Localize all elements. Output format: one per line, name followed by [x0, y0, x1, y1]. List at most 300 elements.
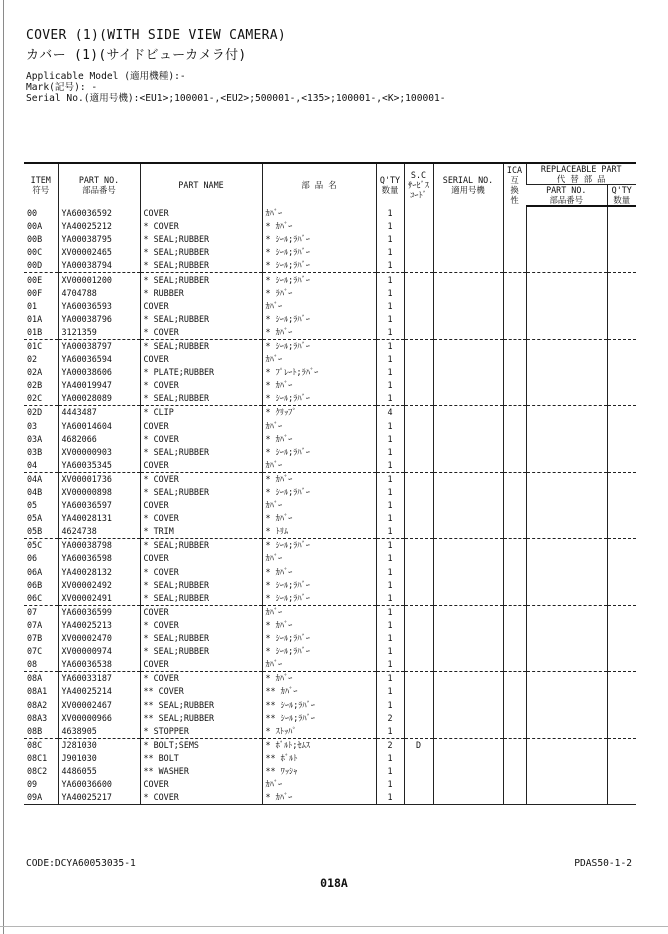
service-code-cell — [404, 778, 433, 791]
table-row — [24, 392, 636, 406]
serial-no-cell — [433, 326, 503, 340]
part-name-cell: * CLIP — [140, 406, 262, 420]
col-item: ITEM 符号 — [24, 163, 58, 206]
rp-part-no-cell — [526, 220, 607, 233]
qty-cell: 1 — [376, 725, 404, 739]
rp-part-no-cell — [526, 752, 607, 765]
rp-qty-cell — [607, 698, 636, 711]
part-name-cell: * SEAL;RUBBER — [140, 313, 262, 326]
item-cell: 08A2 — [27, 699, 48, 710]
table-row — [24, 738, 636, 752]
col-replaceable-part: REPLACEABLE PART 代 替 部 品 — [526, 163, 636, 185]
part-no-cell: XV00001736 — [58, 472, 140, 486]
table-row — [24, 552, 636, 565]
rp-qty-cell — [607, 552, 636, 565]
qty-cell: 1 — [376, 472, 404, 486]
col-serial-no: SERIAL NO. 適用号機 — [433, 163, 503, 206]
rp-part-no-cell — [526, 632, 607, 645]
rp-part-no-cell — [526, 353, 607, 366]
part-no-cell: XV00000974 — [58, 645, 140, 658]
part-name-cell: * COVER — [140, 326, 262, 340]
item-cell: 09 — [27, 779, 38, 790]
part-name-jp-cell: * ｶﾊﾞｰ — [262, 326, 376, 340]
serial-no-cell — [433, 206, 503, 220]
ica-cell — [503, 525, 526, 539]
item-cell: 08B — [27, 725, 43, 736]
rp-qty-cell — [607, 433, 636, 446]
serial-no-cell — [433, 566, 503, 579]
serial-no-cell — [433, 592, 503, 606]
qty-cell: 1 — [376, 273, 404, 287]
qty-cell: 1 — [376, 486, 404, 499]
rp-qty-cell — [607, 765, 636, 778]
rp-qty-cell — [607, 420, 636, 433]
item-cell: 00C — [27, 247, 43, 258]
table-row — [24, 339, 636, 353]
mark-line: Mark(記号): - — [26, 82, 98, 93]
serial-no-cell — [433, 287, 503, 300]
service-code-cell — [404, 579, 433, 592]
rp-qty-cell — [607, 446, 636, 459]
item-cell: 06B — [27, 579, 43, 590]
table-row — [24, 566, 636, 579]
service-code-cell — [404, 206, 433, 220]
ica-cell — [503, 486, 526, 499]
item-cell: 07B — [27, 633, 43, 644]
part-name-jp-cell: * ｼｰﾙ;ﾗﾊﾞｰ — [262, 446, 376, 459]
serial-no-cell — [433, 353, 503, 366]
service-code-cell — [404, 512, 433, 525]
rp-part-no-cell — [526, 619, 607, 632]
part-name-jp-cell: ** ｶﾊﾞｰ — [262, 685, 376, 698]
rp-qty-cell — [607, 725, 636, 739]
service-code-cell — [404, 246, 433, 259]
serial-no-cell — [433, 752, 503, 765]
part-name-cell: ** SEAL;RUBBER — [140, 712, 262, 725]
part-no-cell: YA00038796 — [58, 313, 140, 326]
part-no-cell: YA00028089 — [58, 392, 140, 406]
table-row — [24, 791, 636, 805]
table-row — [24, 632, 636, 645]
service-code-cell — [404, 566, 433, 579]
ica-cell — [503, 605, 526, 619]
rp-part-no-cell — [526, 539, 607, 553]
serial-no-cell — [433, 486, 503, 499]
rp-qty-cell — [607, 645, 636, 658]
rp-qty-cell — [607, 672, 636, 686]
qty-cell: 1 — [376, 287, 404, 300]
serial-no-cell — [433, 632, 503, 645]
part-name-jp-cell: * ｶﾊﾞｰ — [262, 220, 376, 233]
service-code-cell — [404, 752, 433, 765]
serial-no-cell — [433, 313, 503, 326]
service-code-cell — [404, 353, 433, 366]
service-code-cell — [404, 605, 433, 619]
ica-cell — [503, 433, 526, 446]
service-code-cell — [404, 525, 433, 539]
part-no-cell: YA60036597 — [58, 499, 140, 512]
table-row — [24, 246, 636, 259]
serial-no-cell — [433, 685, 503, 698]
part-name-cell: ** COVER — [140, 685, 262, 698]
qty-cell: 1 — [376, 313, 404, 326]
part-name-jp-cell: * ﾗﾊﾞｰ — [262, 287, 376, 300]
table-row — [24, 300, 636, 313]
part-no-cell: XV00000966 — [58, 712, 140, 725]
col-service-code: S.C ｻｰﾋﾞｽ ｺｰﾄﾞ — [404, 163, 433, 206]
ica-cell — [503, 738, 526, 752]
qty-cell: 1 — [376, 259, 404, 273]
ica-cell — [503, 619, 526, 632]
part-name-cell: COVER — [140, 778, 262, 791]
rp-qty-cell — [607, 738, 636, 752]
table-row — [24, 619, 636, 632]
item-cell: 01C — [24, 339, 58, 353]
table-row — [24, 658, 636, 672]
table-row — [24, 259, 636, 273]
serial-no-cell — [433, 246, 503, 259]
part-name-jp-cell: * ｶﾊﾞｰ — [262, 379, 376, 392]
service-code-cell — [404, 220, 433, 233]
rp-part-no-cell — [526, 339, 607, 353]
item-cell: 01 — [27, 300, 38, 311]
part-name-cell: * STOPPER — [140, 725, 262, 739]
table-row — [24, 778, 636, 791]
qty-cell: 1 — [376, 206, 404, 220]
table-row — [24, 206, 636, 220]
rp-part-no-cell — [526, 379, 607, 392]
rp-qty-cell — [607, 605, 636, 619]
serial-no-cell — [433, 738, 503, 752]
part-name-jp-cell: * ｼｰﾙ;ﾗﾊﾞｰ — [262, 632, 376, 645]
qty-cell: 1 — [376, 326, 404, 340]
part-no-cell: YA40025213 — [58, 619, 140, 632]
ica-cell — [503, 313, 526, 326]
rp-part-no-cell — [526, 725, 607, 739]
qty-cell: 1 — [376, 552, 404, 565]
table-row — [24, 446, 636, 459]
ica-cell — [503, 672, 526, 686]
ica-cell — [503, 353, 526, 366]
service-code-cell — [404, 725, 433, 739]
rp-qty-cell — [607, 592, 636, 606]
part-name-cell: * COVER — [140, 566, 262, 579]
table-row — [24, 379, 636, 392]
item-cell: 06 — [27, 553, 38, 564]
rp-qty-cell — [607, 632, 636, 645]
rp-part-no-cell — [526, 459, 607, 473]
qty-cell: 1 — [376, 420, 404, 433]
rp-part-no-cell — [526, 566, 607, 579]
item-cell: 03A — [27, 433, 43, 444]
rp-qty-cell — [607, 313, 636, 326]
item-cell: 01B — [27, 326, 43, 337]
part-name-jp-cell: ｶﾊﾞｰ — [262, 499, 376, 512]
ica-cell — [503, 287, 526, 300]
part-name-jp-cell: * ｶﾊﾞｰ — [262, 619, 376, 632]
item-cell: 08C2 — [27, 765, 48, 776]
table-row — [24, 326, 636, 340]
qty-cell: 2 — [376, 712, 404, 725]
part-no-cell: YA00038606 — [58, 366, 140, 379]
qty-cell: 1 — [376, 525, 404, 539]
item-cell: 05 — [27, 500, 38, 511]
table-row — [24, 765, 636, 778]
ica-cell — [503, 712, 526, 725]
serial-no-cell — [433, 300, 503, 313]
parts-table-body — [24, 206, 636, 805]
ica-cell — [503, 552, 526, 565]
ica-cell — [503, 685, 526, 698]
rp-qty-cell — [607, 685, 636, 698]
part-name-jp-cell: * ｼｰﾙ;ﾗﾊﾞｰ — [262, 486, 376, 499]
service-code-cell — [404, 300, 433, 313]
item-cell: 00A — [27, 221, 43, 232]
item-cell: 06A — [27, 566, 43, 577]
item-cell: 08C — [24, 738, 58, 752]
table-row — [24, 512, 636, 525]
rp-qty-cell — [607, 273, 636, 287]
part-name-cell: ** SEAL;RUBBER — [140, 698, 262, 711]
part-name-cell: * TRIM — [140, 525, 262, 539]
rp-qty-cell — [607, 366, 636, 379]
rp-qty-cell — [607, 752, 636, 765]
part-name-cell: * SEAL;RUBBER — [140, 632, 262, 645]
item-cell: 00F — [27, 287, 43, 298]
part-name-cell: * COVER — [140, 379, 262, 392]
serial-no-cell — [433, 233, 503, 246]
serial-no-cell — [433, 379, 503, 392]
part-name-jp-cell: * ｼｰﾙ;ﾗﾊﾞｰ — [262, 313, 376, 326]
part-name-jp-cell: ｶﾊﾞｰ — [262, 552, 376, 565]
part-no-cell: YA60014604 — [58, 420, 140, 433]
service-code-cell — [404, 392, 433, 406]
part-no-cell: 4624738 — [58, 525, 140, 539]
qty-cell: 1 — [376, 392, 404, 406]
ica-cell — [503, 778, 526, 791]
part-no-cell: YA60036538 — [58, 658, 140, 672]
part-name-jp-cell: * ｶﾊﾞｰ — [262, 512, 376, 525]
item-cell: 05B — [27, 526, 43, 537]
part-name-cell: COVER — [140, 552, 262, 565]
qty-cell: 1 — [376, 605, 404, 619]
item-cell: 02C — [27, 393, 43, 404]
part-name-cell: * COVER — [140, 791, 262, 805]
col-part-name-jp: 部 品 名 — [262, 163, 376, 206]
part-name-jp-cell: * ｶﾊﾞｰ — [262, 791, 376, 805]
table-row — [24, 539, 636, 553]
part-name-jp-cell: * ｶﾊﾞｰ — [262, 472, 376, 486]
part-name-cell: * SEAL;RUBBER — [140, 273, 262, 287]
rp-part-no-cell — [526, 765, 607, 778]
rp-part-no-cell — [526, 420, 607, 433]
rp-part-no-cell — [526, 791, 607, 805]
ica-cell — [503, 512, 526, 525]
part-name-cell: * SEAL;RUBBER — [140, 645, 262, 658]
serial-no-cell — [433, 539, 503, 553]
ica-cell — [503, 326, 526, 340]
part-name-jp-cell: * ｼｰﾙ;ﾗﾊﾞｰ — [262, 539, 376, 553]
item-cell: 02A — [27, 367, 43, 378]
part-no-cell: 4704788 — [58, 287, 140, 300]
part-name-cell: ** WASHER — [140, 765, 262, 778]
service-code-cell — [404, 433, 433, 446]
serial-no-cell — [433, 420, 503, 433]
service-code-cell — [404, 791, 433, 805]
rp-qty-cell — [607, 791, 636, 805]
item-cell: 07C — [27, 646, 43, 657]
part-name-jp-cell: * ｽﾄｯﾊﾟ — [262, 725, 376, 739]
rp-part-no-cell — [526, 645, 607, 658]
part-no-cell: XV00002491 — [58, 592, 140, 606]
qty-cell: 1 — [376, 592, 404, 606]
part-name-cell: * SEAL;RUBBER — [140, 446, 262, 459]
table-row — [24, 672, 636, 686]
rp-part-no-cell — [526, 658, 607, 672]
serial-no-cell — [433, 672, 503, 686]
rp-part-no-cell — [526, 392, 607, 406]
item-cell: 02 — [27, 354, 38, 365]
rp-part-no-cell — [526, 698, 607, 711]
serial-no-cell — [433, 259, 503, 273]
ica-cell — [503, 499, 526, 512]
table-row — [24, 353, 636, 366]
part-no-cell: J901030 — [58, 752, 140, 765]
serial-no-cell — [433, 392, 503, 406]
ica-cell — [503, 566, 526, 579]
rp-part-no-cell — [526, 300, 607, 313]
page-title-en: COVER (1)(WITH SIDE VIEW CAMERA) — [26, 28, 287, 43]
service-code-cell — [404, 472, 433, 486]
table-row — [24, 605, 636, 619]
service-code-cell — [404, 313, 433, 326]
part-name-jp-cell: * ｼｰﾙ;ﾗﾊﾞｰ — [262, 579, 376, 592]
part-name-jp-cell: ** ｼｰﾙ;ﾗﾊﾞｰ — [262, 698, 376, 711]
part-no-cell: XV00001200 — [58, 273, 140, 287]
part-no-cell: 4682066 — [58, 433, 140, 446]
table-row — [24, 287, 636, 300]
table-row — [24, 725, 636, 739]
rp-qty-cell — [607, 619, 636, 632]
table-row — [24, 273, 636, 287]
qty-cell: 1 — [376, 300, 404, 313]
ica-cell — [503, 246, 526, 259]
part-name-jp-cell: * ｼｰﾙ;ﾗﾊﾞｰ — [262, 339, 376, 353]
qty-cell: 1 — [376, 632, 404, 645]
rp-part-no-cell — [526, 778, 607, 791]
part-no-cell: 4638905 — [58, 725, 140, 739]
serial-no-cell — [433, 472, 503, 486]
rp-part-no-cell — [526, 472, 607, 486]
service-code-cell — [404, 658, 433, 672]
table-row — [24, 459, 636, 473]
item-cell: 08A1 — [27, 686, 48, 697]
rp-qty-cell — [607, 287, 636, 300]
serial-no-cell — [433, 791, 503, 805]
table-row — [24, 313, 636, 326]
ica-cell — [503, 300, 526, 313]
service-code-cell — [404, 420, 433, 433]
part-no-cell: YA40025217 — [58, 791, 140, 805]
item-cell: 00B — [27, 234, 43, 245]
part-name-cell: COVER — [140, 499, 262, 512]
table-row — [24, 233, 636, 246]
rp-qty-cell — [607, 300, 636, 313]
table-row — [24, 698, 636, 711]
serial-no-cell — [433, 512, 503, 525]
service-code-cell — [404, 698, 433, 711]
table-row — [24, 433, 636, 446]
serial-no-cell — [433, 778, 503, 791]
qty-cell: 1 — [376, 539, 404, 553]
rp-part-no-cell — [526, 366, 607, 379]
rp-part-no-cell — [526, 579, 607, 592]
part-name-jp-cell: ** ﾜｯｼｬ — [262, 765, 376, 778]
part-name-cell: * COVER — [140, 672, 262, 686]
service-code-cell — [404, 632, 433, 645]
ica-cell — [503, 472, 526, 486]
rp-qty-cell — [607, 512, 636, 525]
serial-no-cell — [433, 339, 503, 353]
qty-cell: 2 — [376, 738, 404, 752]
part-name-jp-cell: * ｼｰﾙ;ﾗﾊﾞｰ — [262, 645, 376, 658]
item-cell: 00D — [27, 260, 43, 271]
service-code-cell — [404, 339, 433, 353]
item-cell: 02B — [27, 380, 43, 391]
part-name-cell: * SEAL;RUBBER — [140, 259, 262, 273]
rp-qty-cell — [607, 712, 636, 725]
ica-cell — [503, 273, 526, 287]
ica-cell — [503, 392, 526, 406]
serial-line: Serial No.(適用号機):<EU1>;100001-,<EU2>;500001-,<135>;100001-,<K>;100001- — [26, 93, 446, 104]
service-code-cell — [404, 233, 433, 246]
part-no-cell: XV00002467 — [58, 698, 140, 711]
part-no-cell: 3121359 — [58, 326, 140, 340]
part-no-cell: YA60036600 — [58, 778, 140, 791]
qty-cell: 1 — [376, 512, 404, 525]
part-no-cell: XV00002492 — [58, 579, 140, 592]
qty-cell: 1 — [376, 246, 404, 259]
part-no-cell: XV00002465 — [58, 246, 140, 259]
item-cell: 04 — [27, 459, 38, 470]
serial-no-cell — [433, 765, 503, 778]
service-code-cell — [404, 539, 433, 553]
part-name-jp-cell: ｶﾊﾞｰ — [262, 353, 376, 366]
part-name-jp-cell: ** ｼｰﾙ;ﾗﾊﾞｰ — [262, 712, 376, 725]
col-rp-qty: Q'TY 数量 — [607, 185, 636, 207]
part-no-cell: YA60036592 — [58, 206, 140, 220]
part-no-cell: XV00002470 — [58, 632, 140, 645]
part-no-cell: YA40025214 — [58, 685, 140, 698]
part-name-jp-cell: ｶﾊﾞｰ — [262, 206, 376, 220]
serial-no-cell — [433, 499, 503, 512]
serial-no-cell — [433, 658, 503, 672]
service-code-cell — [404, 712, 433, 725]
part-name-cell: COVER — [140, 300, 262, 313]
qty-cell: 1 — [376, 765, 404, 778]
service-code-cell — [404, 406, 433, 420]
ica-cell — [503, 366, 526, 379]
applicable-model: Applicable Model (適用機種):- — [26, 71, 186, 82]
part-name-cell: * PLATE;RUBBER — [140, 366, 262, 379]
ica-cell — [503, 406, 526, 420]
part-no-cell: 4443487 — [58, 406, 140, 420]
part-name-cell: * SEAL;RUBBER — [140, 339, 262, 353]
rp-qty-cell — [607, 486, 636, 499]
qty-cell: 1 — [376, 658, 404, 672]
service-code-cell — [404, 446, 433, 459]
rp-qty-cell — [607, 539, 636, 553]
